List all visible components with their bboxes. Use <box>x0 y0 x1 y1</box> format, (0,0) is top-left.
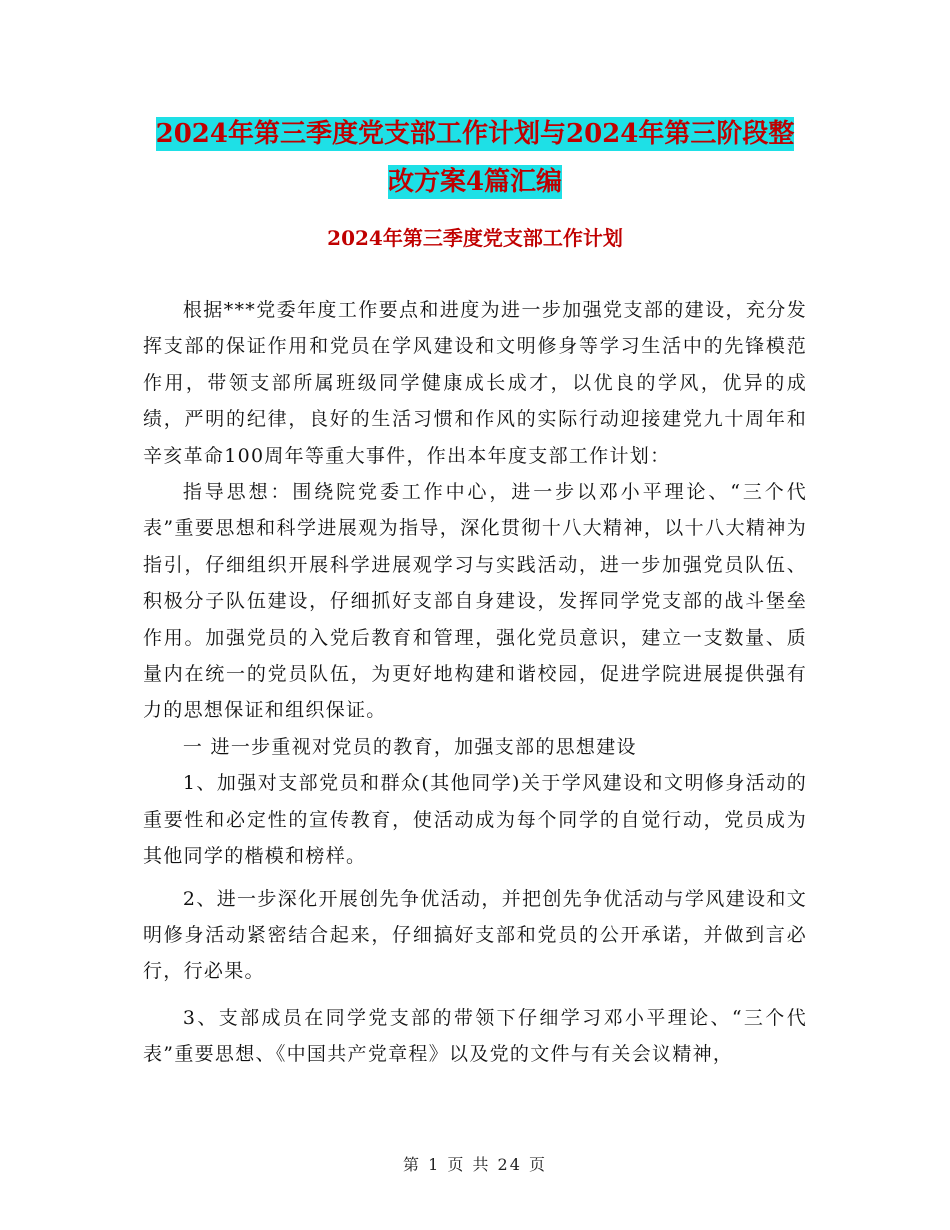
paragraph-intro: 根据***党委年度工作要点和进度为进一步加强党支部的建设，充分发挥支部的保证作用和党员在学风建设和文明修身等学习生活中的先锋模范作用，带领支部所属班级同学健康成长成才，以优良的学风，优异的成绩，严明的纪律，良好的生活习惯和作风的实际行动迎接建党九十周年和辛亥革命100周年等重大事件，作出本年度支部工作计划： <box>143 299 807 467</box>
document-title-line-2: 改方案4篇汇编 <box>387 167 563 197</box>
section-title: 2024年第三季度党支部工作计划 <box>327 226 623 250</box>
document-title <box>140 110 810 206</box>
paragraph-item-1: 1、加强对支部党员和群众(其他同学)关于学风建设和文明修身活动的重要性和必定性的宣传教育，使活动成为每个同学的自觉行动，党员成为其他同学的楷模和榜样。 <box>143 772 807 868</box>
document-title-line-1: 2024年第三季度党支部工作计划与2024年第三阶段整 <box>155 119 795 149</box>
paragraph-item-3: 3、支部成员在同学党支部的带领下仔细学习邓小平理论、“三个代表”重要思想、《中国共产党章程》以及党的文件与有关会议精神， <box>143 1006 807 1066</box>
paragraph-heading-one: 一 进一步重视对党员的教育，加强支部的思想建设 <box>182 735 637 758</box>
page-footer: 第 1 页 共 24 页 <box>403 1155 547 1174</box>
paragraph-item-2: 2、进一步深化开展创先争优活动，并把创先争优活动与学风建设和文明修身活动紧密结合起来，仔细搞好支部和党员的公开承诺，并做到言必行，行必果。 <box>143 887 807 983</box>
paragraph-guiding-thought: 指导思想：围绕院党委工作中心，进一步以邓小平理论、“三个代表”重要思想和科学进展观为指导，深化贯彻十八大精神，以十八大精神为指引，仔细组织开展科学进展观学习与实践活动，进一步加强党员队伍、积极分子队伍建设，仔细抓好支部自身建设，发挥同学党支部的战斗堡垒作用。加强党员的入党后教育和管理，强化党员意识，建立一支数量、质量内在统一的党员队伍，为更好地构建和谐校园，促进学院进展提供强有力的思想保证和组织保证。 <box>143 481 807 722</box>
document-body <box>143 292 807 1073</box>
